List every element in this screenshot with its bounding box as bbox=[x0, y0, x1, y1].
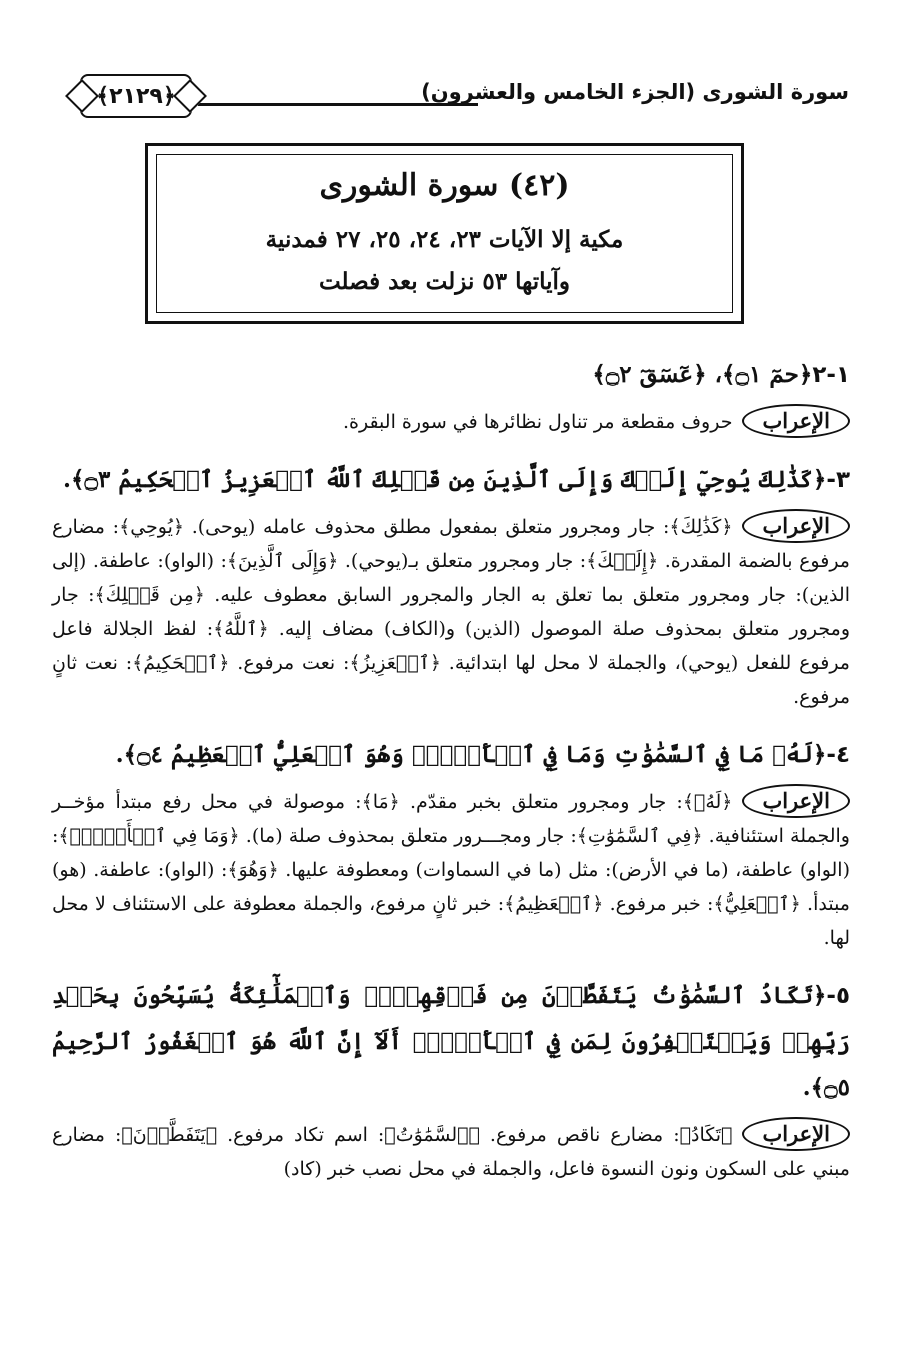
surah-verse-count: وآياتها ٥٣ نزلت بعد فصلت bbox=[318, 268, 571, 295]
verse-text: ﴿حمٓ ۝١﴾، ﴿عٓسٓقٓ ۝٢﴾ bbox=[592, 361, 813, 388]
analysis-text: ﴿تَكَادُ﴾: مضارع ناقص مرفوع. ﴿ٱلسَّمَٰوَٰتُ﴾: اسم تكاد مرفوع. ﴿يَتَفَطَّرۡنَ﴾: مضارع مبني على السكون ونون النسوة فاعل، والجملة في محل نصب خبر (كاد) bbox=[52, 1124, 850, 1180]
irab-label: الإعراب bbox=[742, 784, 850, 818]
irab-label: الإعراب bbox=[742, 1117, 850, 1151]
verse-text: ﴿تَكَادُ ٱلسَّمَٰوَٰتُ يَتَفَطَّرۡنَ مِن فَوۡقِهِنَّۚ وَٱلۡمَلَٰٓئِكَةُ يُسَبِّحُونَ بِحَمۡدِ رَبِّهِمۡ وَيَسۡتَغۡفِرُونَ لِمَن فِي ٱلۡأَرۡضِۗ أَلَآ إِنَّ ٱللَّهَ هُوَ ٱلۡغَفُورُ ٱلرَّحِيمُ ۝٥﴾. bbox=[52, 982, 850, 1101]
verse-3 bbox=[52, 457, 850, 503]
verse-1-2 bbox=[52, 352, 850, 398]
verse-number: ٣- bbox=[826, 467, 850, 493]
running-title: سورة الشورى (الجزء الخامس والعشرون) bbox=[421, 80, 849, 104]
surah-revelation-note: مكية إلا الآيات ٢٣، ٢٤، ٢٥، ٢٧ فمدنية bbox=[265, 226, 624, 253]
irab-label: الإعراب bbox=[742, 404, 850, 438]
analysis-text: ﴿لَهُۥ﴾: جار ومجرور متعلق بخبر مقدّم. ﴿مَا﴾: موصولة في محل رفع مبتدأ مؤخــر والجملة استئنافية. ﴿فِي ٱلسَّمَٰوَٰتِ﴾: جار ومجـــرور متعلق بمحذوف صلة (ما). ﴿وَمَا فِي ٱلۡأَرۡضِۖ﴾: (الواو) عاطفة، (ما في الأرض): مثل (ما في السماوات) ومعطوفة عليها. ﴿وَهُوَ﴾: (الواو): عاطفة. (هو) مبتدأ. ﴿ٱلۡعَلِيُّ﴾: خبر مرفوع. ﴿ٱلۡعَظِيمُ﴾: خبر ثانٍ مرفوع، والجملة معطوفة على الاستئناف لا محل لها. bbox=[52, 791, 850, 949]
analysis-text: حروف مقطعة مر تناول نظائرها في سورة البقرة. bbox=[342, 411, 733, 433]
irab-label: الإعراب bbox=[742, 509, 850, 543]
irab-analysis-1-2 bbox=[52, 404, 850, 439]
verse-4 bbox=[52, 732, 850, 778]
surah-title-box bbox=[145, 143, 744, 324]
irab-analysis-4 bbox=[52, 784, 850, 955]
irab-analysis-3 bbox=[52, 509, 850, 714]
page-number: ﴿٢١٢٩﴾ bbox=[80, 74, 192, 118]
main-content bbox=[52, 352, 850, 1204]
surah-title: (٤٢) سورة الشورى bbox=[319, 168, 570, 203]
header-rule bbox=[198, 103, 478, 106]
irab-analysis-5 bbox=[52, 1117, 850, 1186]
verse-number: ٥- bbox=[826, 983, 850, 1009]
verse-text: ﴿كَذَٰلِكَ يُوحِيٓ إِلَيۡكَ وَإِلَى ٱلَّذِينَ مِن قَبۡلِكَ ٱللَّهُ ٱلۡعَزِيزُ ٱلۡحَكِيمُ ۝٣﴾. bbox=[63, 466, 827, 493]
verse-text: ﴿لَهُۥ مَا فِي ٱلسَّمَٰوَٰتِ وَمَا فِي ٱلۡأَرۡضِۖ وَهُوَ ٱلۡعَلِيُّ ٱلۡعَظِيمُ ۝٤﴾. bbox=[115, 741, 827, 768]
verse-5 bbox=[52, 973, 850, 1111]
analysis-text: ﴿كَذَٰلِكَ﴾: جار ومجرور متعلق بمفعول مطلق محذوف عامله (يوحى). ﴿يُوحِي﴾: مضارع مرفوع بالضمة المقدرة. ﴿إِلَيۡكَ﴾: جار ومجرور متعلق بـ(يوحي). ﴿وَإِلَى ٱلَّذِينَ﴾: (الواو): عاطفة. (إلى الذين): جار ومجرور متعلق بما تعلق به الجار والمجرور السابق معطوف عليه. ﴿مِن قَبۡلِكَ﴾: جار ومجرور متعلق بمحذوف صلة الموصول (الذين) و(الكاف) مضاف إليه. ﴿ٱللَّهُ﴾: لفظ الجلالة فاعل مرفوع للفعل (يوحي)، والجملة لا محل لها ابتدائية. ﴿ٱلۡعَزِيزُ﴾: نعت مرفوع. ﴿ٱلۡحَكِيمُ﴾: نعت ثانٍ مرفوع. bbox=[52, 516, 850, 708]
verse-number: ١-٢ bbox=[812, 362, 850, 388]
verse-number: ٤- bbox=[826, 742, 850, 768]
